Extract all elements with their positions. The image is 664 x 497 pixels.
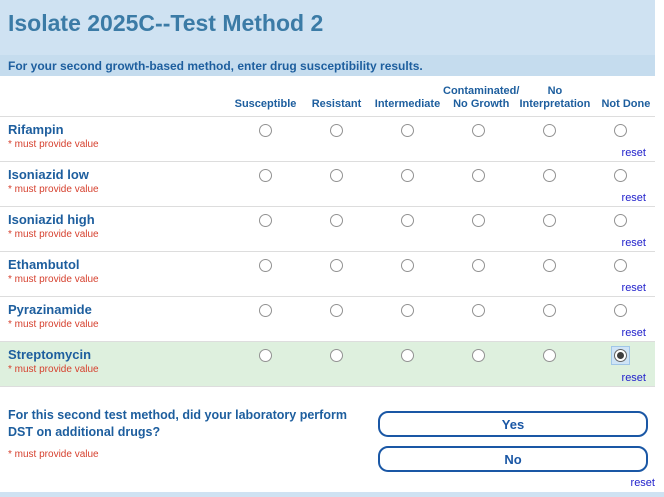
radio-rifampin-contaminated-no-growth[interactable] [472, 124, 485, 137]
column-header-label: Contaminated/ [443, 85, 520, 97]
radio-streptomycin-intermediate[interactable] [401, 349, 414, 362]
radio-focus-box [470, 302, 487, 319]
drug-row-pyrazinamide [0, 297, 655, 342]
radio-focus-box [399, 122, 416, 139]
column-header-susceptible [230, 76, 301, 116]
radio-pyrazinamide-contaminated-no-growth[interactable] [472, 304, 485, 317]
radio-group-rifampin [230, 117, 656, 161]
radio-cell [301, 342, 372, 386]
required-note: * must provide value [8, 184, 99, 195]
radio-focus-box [612, 257, 629, 274]
radio-focus-box [470, 257, 487, 274]
required-note: * must provide value [8, 229, 99, 240]
drug-name: Rifampin [8, 122, 64, 137]
required-note: * must provide value [8, 139, 99, 150]
drug-name: Streptomycin [8, 347, 92, 362]
radio-pyrazinamide-susceptible[interactable] [259, 304, 272, 317]
reset-link-ethambutol[interactable]: reset [621, 282, 646, 294]
page-title: Isolate 2025C--Test Method 2 [8, 10, 324, 36]
section-instruction: For your second growth-based method, enter drug susceptibility results. [8, 58, 423, 73]
radio-cell [443, 297, 514, 341]
radio-cell [372, 297, 443, 341]
radio-pyrazinamide-not-done[interactable] [614, 304, 627, 317]
radio-cell [514, 252, 585, 296]
drug-label-cell [0, 207, 230, 251]
radio-focus-box [328, 212, 345, 229]
drug-row-rifampin [0, 117, 655, 162]
radio-isoniazid-low-susceptible[interactable] [259, 169, 272, 182]
radio-focus-box [399, 212, 416, 229]
radio-rifampin-no-interpretation[interactable] [543, 124, 556, 137]
required-note: * must provide value [8, 274, 99, 285]
radio-focus-box [541, 257, 558, 274]
radio-focus-box [612, 122, 629, 139]
no-button[interactable]: No [378, 446, 648, 472]
radio-focus-box [541, 122, 558, 139]
column-header-label: No [547, 85, 563, 97]
drug-name: Isoniazid high [8, 212, 95, 227]
radio-focus-box [541, 347, 558, 364]
radio-focus-box [257, 122, 274, 139]
drug-row-isoniazid-low [0, 162, 655, 207]
radio-focus-box [328, 302, 345, 319]
susceptibility-grid [0, 76, 655, 387]
reset-link-isoniazid-low[interactable]: reset [621, 192, 646, 204]
reset-link-isoniazid-high[interactable]: reset [621, 237, 646, 249]
radio-focus-box [399, 167, 416, 184]
column-header-label: Resistant [311, 98, 362, 110]
drug-label-cell [0, 297, 230, 341]
radio-focus-box [257, 167, 274, 184]
section-instruction-bar [0, 55, 655, 76]
drug-row-ethambutol [0, 252, 655, 297]
radio-isoniazid-low-no-interpretation[interactable] [543, 169, 556, 182]
radio-focus-box [328, 122, 345, 139]
footer-band [0, 492, 664, 497]
column-header-resistant [301, 76, 372, 116]
radio-cell [514, 117, 585, 161]
radio-focus-box [541, 212, 558, 229]
radio-cell [230, 117, 301, 161]
radio-focus-box [257, 212, 274, 229]
drug-row-streptomycin [0, 342, 655, 387]
radio-focus-box [399, 347, 416, 364]
radio-isoniazid-high-resistant[interactable] [330, 214, 343, 227]
column-header-intermediate [372, 76, 443, 116]
radio-ethambutol-contaminated-no-growth[interactable] [472, 259, 485, 272]
radio-ethambutol-not-done[interactable] [614, 259, 627, 272]
radio-cell [372, 207, 443, 251]
column-header-not-done [590, 76, 661, 116]
radio-streptomycin-susceptible[interactable] [259, 349, 272, 362]
radio-focus-box [399, 257, 416, 274]
radio-cell [514, 297, 585, 341]
drug-label-cell [0, 342, 230, 386]
required-note: * must provide value [8, 319, 99, 330]
radio-cell [514, 162, 585, 206]
radio-cell [443, 117, 514, 161]
question-text: For this second test method, did your laboratory perform DST on additional drugs? [8, 408, 347, 439]
radio-focus-box [612, 167, 629, 184]
radio-cell [514, 207, 585, 251]
radio-focus-box [612, 212, 629, 229]
radio-cell [301, 207, 372, 251]
column-header-label: Intermediate [374, 98, 441, 110]
radio-cell [443, 162, 514, 206]
radio-ethambutol-susceptible[interactable] [259, 259, 272, 272]
required-note: * must provide value [8, 449, 99, 460]
radio-focus-box [612, 347, 629, 364]
radio-isoniazid-high-contaminated-no-growth[interactable] [472, 214, 485, 227]
column-header-label: Susceptible [234, 98, 297, 110]
radio-streptomycin-resistant[interactable] [330, 349, 343, 362]
radio-cell [372, 252, 443, 296]
radio-group-pyrazinamide [230, 297, 656, 341]
radio-isoniazid-low-contaminated-no-growth[interactable] [472, 169, 485, 182]
radio-pyrazinamide-resistant[interactable] [330, 304, 343, 317]
radio-pyrazinamide-no-interpretation[interactable] [543, 304, 556, 317]
radio-focus-box [470, 212, 487, 229]
radio-ethambutol-resistant[interactable] [330, 259, 343, 272]
radio-cell [230, 297, 301, 341]
radio-isoniazid-low-resistant[interactable] [330, 169, 343, 182]
column-header-label: No Growth [453, 98, 510, 110]
radio-streptomycin-not-done[interactable] [614, 349, 627, 362]
radio-focus-box [257, 347, 274, 364]
reset-link-additional-drugs[interactable]: reset [630, 477, 655, 489]
additional-drugs-question [8, 407, 370, 460]
radio-focus-box [328, 347, 345, 364]
radio-cell [514, 342, 585, 386]
radio-isoniazid-high-susceptible[interactable] [259, 214, 272, 227]
reset-link-streptomycin[interactable]: reset [621, 372, 646, 384]
drug-label-cell [0, 117, 230, 161]
radio-cell [230, 162, 301, 206]
drug-label-cell [0, 162, 230, 206]
radio-cell [443, 342, 514, 386]
radio-cell [230, 207, 301, 251]
radio-cell [372, 342, 443, 386]
radio-group-isoniazid-low [230, 162, 656, 206]
radio-group-ethambutol [230, 252, 656, 296]
radio-ethambutol-no-interpretation[interactable] [543, 259, 556, 272]
radio-pyrazinamide-intermediate[interactable] [401, 304, 414, 317]
radio-focus-box [257, 302, 274, 319]
radio-focus-box [541, 302, 558, 319]
radio-focus-box [541, 167, 558, 184]
radio-group-streptomycin [230, 342, 656, 386]
radio-cell [301, 252, 372, 296]
radio-focus-box [612, 302, 629, 319]
radio-streptomycin-contaminated-no-growth[interactable] [472, 349, 485, 362]
radio-focus-box [328, 167, 345, 184]
radio-cell [230, 342, 301, 386]
yes-button[interactable]: Yes [378, 411, 648, 437]
radio-cell [301, 117, 372, 161]
column-header-label: Not Done [601, 98, 651, 110]
column-header-label: Interpretation [519, 98, 591, 110]
radio-rifampin-susceptible[interactable] [259, 124, 272, 137]
radio-cell [230, 252, 301, 296]
drug-name: Isoniazid low [8, 167, 89, 182]
answer-buttons [378, 411, 648, 481]
radio-group-isoniazid-high [230, 207, 656, 251]
drug-name: Pyrazinamide [8, 302, 92, 317]
radio-rifampin-not-done[interactable] [614, 124, 627, 137]
radio-isoniazid-low-intermediate[interactable] [401, 169, 414, 182]
radio-isoniazid-high-no-interpretation[interactable] [543, 214, 556, 227]
radio-focus-box [470, 122, 487, 139]
radio-cell [301, 162, 372, 206]
radio-rifampin-resistant[interactable] [330, 124, 343, 137]
radio-ethambutol-intermediate[interactable] [401, 259, 414, 272]
radio-cell [372, 162, 443, 206]
reset-link-pyrazinamide[interactable]: reset [621, 327, 646, 339]
radio-isoniazid-low-not-done[interactable] [614, 169, 627, 182]
radio-focus-box [399, 302, 416, 319]
radio-isoniazid-high-not-done[interactable] [614, 214, 627, 227]
radio-cell [372, 117, 443, 161]
radio-rifampin-intermediate[interactable] [401, 124, 414, 137]
radio-isoniazid-high-intermediate[interactable] [401, 214, 414, 227]
grid-header-spacer [0, 76, 230, 116]
radio-focus-box [470, 347, 487, 364]
column-header-no-interpretation [519, 76, 590, 116]
drug-name: Ethambutol [8, 257, 80, 272]
required-note: * must provide value [8, 364, 99, 375]
radio-cell [443, 207, 514, 251]
radio-focus-box [328, 257, 345, 274]
radio-focus-box [257, 257, 274, 274]
drug-row-isoniazid-high [0, 207, 655, 252]
radio-streptomycin-no-interpretation[interactable] [543, 349, 556, 362]
header-band [0, 0, 655, 55]
radio-focus-box [470, 167, 487, 184]
radio-cell [301, 297, 372, 341]
radio-cell [443, 252, 514, 296]
column-header-contaminated-no-growth [443, 76, 519, 116]
reset-link-rifampin[interactable]: reset [621, 147, 646, 159]
drug-label-cell [0, 252, 230, 296]
grid-header-row [0, 76, 655, 117]
